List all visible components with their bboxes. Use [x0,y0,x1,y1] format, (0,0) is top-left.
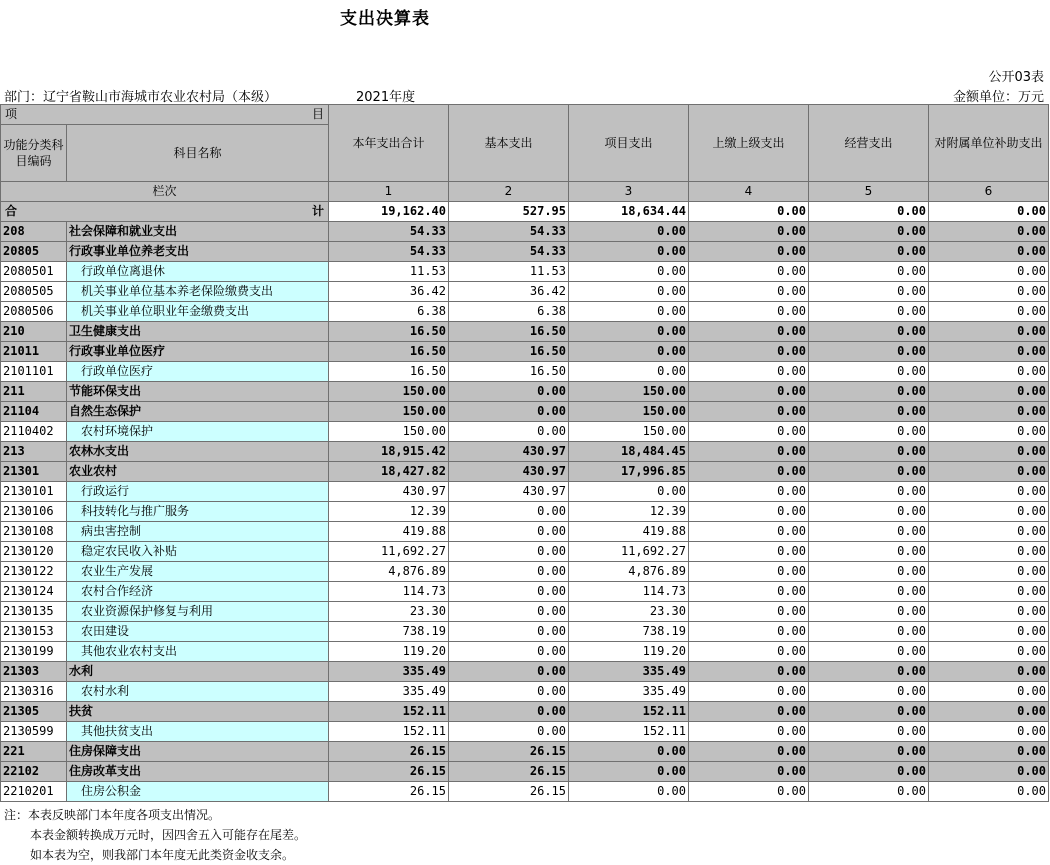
row-name: 农林水支出 [67,442,329,462]
row-value: 26.15 [449,762,569,782]
row-value: 0.00 [929,422,1049,442]
row-value: 0.00 [689,242,809,262]
table-row [1,562,1049,582]
row-value: 0.00 [569,242,689,262]
row-value: 0.00 [809,782,929,802]
row-value: 0.00 [929,282,1049,302]
row-value: 119.20 [569,642,689,662]
row-value: 0.00 [689,282,809,302]
row-value: 0.00 [689,342,809,362]
table-row [1,242,1049,262]
total-value: 19,162.40 [329,202,449,222]
row-value: 0.00 [449,422,569,442]
row-name: 行政单位离退休 [67,262,329,282]
row-value: 0.00 [929,362,1049,382]
row-value: 0.00 [569,262,689,282]
row-value: 152.11 [569,722,689,742]
row-value: 0.00 [809,262,929,282]
code-col-header: 功能分类科目编码 [1,125,67,182]
row-value: 0.00 [689,422,809,442]
row-value: 152.11 [569,702,689,722]
total-row [1,202,1049,222]
row-value: 0.00 [929,302,1049,322]
row-name: 住房公积金 [67,782,329,802]
row-value: 0.00 [929,442,1049,462]
row-value: 335.49 [329,682,449,702]
row-code: 2130108 [1,522,67,542]
row-code: 21104 [1,402,67,422]
row-value: 0.00 [689,402,809,422]
col-header-3: 项目支出 [569,105,689,182]
row-value: 0.00 [809,702,929,722]
row-name: 行政运行 [67,482,329,502]
row-value: 18,915.42 [329,442,449,462]
row-value: 0.00 [929,262,1049,282]
row-value: 0.00 [689,562,809,582]
table-row [1,642,1049,662]
total-label-cell [1,202,329,222]
col-header-1: 本年支出合计 [329,105,449,182]
header-item-right: 目 [311,107,324,121]
row-value: 150.00 [329,382,449,402]
table-row [1,282,1049,302]
table-row [1,422,1049,442]
row-value: 0.00 [689,722,809,742]
row-value: 0.00 [929,582,1049,602]
row-value: 0.00 [569,322,689,342]
row-code: 2130120 [1,542,67,562]
row-value: 0.00 [929,222,1049,242]
row-name: 农业资源保护修复与利用 [67,602,329,622]
row-value: 0.00 [689,362,809,382]
row-value: 0.00 [929,562,1049,582]
col-header-4: 上缴上级支出 [689,105,809,182]
table-row [1,602,1049,622]
table-row [1,722,1049,742]
row-value: 26.15 [329,782,449,802]
row-value: 0.00 [809,422,929,442]
row-value: 0.00 [929,602,1049,622]
table-row [1,402,1049,422]
row-value: 0.00 [809,582,929,602]
row-value: 0.00 [809,242,929,262]
row-value: 26.15 [329,742,449,762]
row-value: 11,692.27 [569,542,689,562]
table-row [1,762,1049,782]
table-row [1,382,1049,402]
row-code: 2130101 [1,482,67,502]
row-value: 152.11 [329,702,449,722]
row-code: 2110402 [1,422,67,442]
row-code: 2080505 [1,282,67,302]
row-value: 0.00 [569,222,689,242]
row-value: 0.00 [689,482,809,502]
row-value: 0.00 [809,322,929,342]
row-value: 0.00 [929,762,1049,782]
row-value: 0.00 [809,662,929,682]
row-value: 0.00 [809,542,929,562]
col-num-4: 4 [689,182,809,202]
row-value: 0.00 [689,602,809,622]
row-value: 0.00 [449,562,569,582]
fiscal-year: 2021年度 [356,90,416,105]
row-value: 18,427.82 [329,462,449,482]
row-value: 11.53 [329,262,449,282]
row-value: 54.33 [449,242,569,262]
row-value: 0.00 [569,482,689,502]
row-name: 农业生产发展 [67,562,329,582]
row-name: 农业农村 [67,462,329,482]
row-code: 2130153 [1,622,67,642]
row-value: 54.33 [449,222,569,242]
page-title: 支出决算表 [340,9,430,29]
total-value: 0.00 [809,202,929,222]
row-value: 419.88 [329,522,449,542]
col-num-1: 1 [329,182,449,202]
row-value: 0.00 [809,602,929,622]
row-value: 0.00 [929,662,1049,682]
row-code: 2080506 [1,302,67,322]
row-value: 150.00 [569,422,689,442]
row-value: 0.00 [929,542,1049,562]
row-value: 0.00 [809,762,929,782]
row-value: 0.00 [689,642,809,662]
row-value: 11.53 [449,262,569,282]
row-value: 335.49 [569,662,689,682]
row-code: 211 [1,382,67,402]
row-value: 0.00 [809,482,929,502]
table-row [1,502,1049,522]
row-value: 0.00 [929,622,1049,642]
row-code: 21011 [1,342,67,362]
row-name: 机关事业单位基本养老保险缴费支出 [67,282,329,302]
row-value: 0.00 [689,462,809,482]
row-name: 行政事业单位养老支出 [67,242,329,262]
row-value: 0.00 [929,642,1049,662]
form-number: 公开03表 [988,70,1044,85]
row-code: 21305 [1,702,67,722]
row-value: 0.00 [689,302,809,322]
row-value: 0.00 [809,222,929,242]
row-name: 住房改革支出 [67,762,329,782]
row-value: 0.00 [449,582,569,602]
row-value: 0.00 [689,222,809,242]
row-value: 335.49 [329,662,449,682]
row-value: 0.00 [449,382,569,402]
table-row [1,442,1049,462]
row-name: 社会保障和就业支出 [67,222,329,242]
footnotes [4,805,306,865]
row-value: 0.00 [449,502,569,522]
row-value: 16.50 [329,362,449,382]
row-name: 病虫害控制 [67,522,329,542]
row-name: 卫生健康支出 [67,322,329,342]
row-value: 6.38 [329,302,449,322]
row-value: 0.00 [809,442,929,462]
row-value: 430.97 [449,462,569,482]
row-value: 16.50 [449,342,569,362]
row-value: 54.33 [329,222,449,242]
row-value: 0.00 [929,702,1049,722]
col-num-6: 6 [929,182,1049,202]
row-value: 430.97 [449,442,569,462]
row-value: 0.00 [689,442,809,462]
row-name: 其他扶贫支出 [67,722,329,742]
row-value: 0.00 [449,542,569,562]
row-value: 23.30 [329,602,449,622]
row-value: 114.73 [569,582,689,602]
row-code: 2130124 [1,582,67,602]
row-name: 节能环保支出 [67,382,329,402]
row-value: 0.00 [929,402,1049,422]
row-value: 0.00 [449,702,569,722]
row-value: 114.73 [329,582,449,602]
row-code: 2210201 [1,782,67,802]
row-value: 0.00 [449,522,569,542]
row-value: 0.00 [809,742,929,762]
row-value: 0.00 [809,722,929,742]
row-value: 0.00 [809,342,929,362]
footnote: 如本表为空，则我部门本年度无此类资金收支余。 [30,848,295,862]
row-value: 738.19 [569,622,689,642]
table-row [1,782,1049,802]
row-name: 农村环境保护 [67,422,329,442]
row-value: 12.39 [329,502,449,522]
department-label: 部门：辽宁省鞍山市海城市农业农村局（本级） [4,90,278,105]
row-value: 11,692.27 [329,542,449,562]
total-label-left: 合 [5,204,18,218]
row-value: 0.00 [449,682,569,702]
col-num-3: 3 [569,182,689,202]
row-value: 0.00 [809,562,929,582]
table-row [1,702,1049,722]
row-value: 0.00 [689,662,809,682]
row-value: 419.88 [569,522,689,542]
row-value: 0.00 [809,382,929,402]
row-value: 119.20 [329,642,449,662]
row-value: 150.00 [569,382,689,402]
row-value: 0.00 [929,322,1049,342]
row-value: 0.00 [809,402,929,422]
row-value: 0.00 [809,502,929,522]
row-name: 行政事业单位医疗 [67,342,329,362]
lanci-label: 栏次 [1,182,329,202]
row-value: 0.00 [929,482,1049,502]
row-value: 150.00 [329,422,449,442]
row-value: 0.00 [929,722,1049,742]
table-row [1,542,1049,562]
row-value: 738.19 [329,622,449,642]
row-value: 0.00 [569,302,689,322]
row-value: 0.00 [449,662,569,682]
row-value: 54.33 [329,242,449,262]
row-name: 行政单位医疗 [67,362,329,382]
total-value: 0.00 [929,202,1049,222]
row-value: 0.00 [449,402,569,422]
row-code: 2130316 [1,682,67,702]
header-item-left: 项 [5,107,18,121]
row-name: 农村合作经济 [67,582,329,602]
row-value: 0.00 [929,382,1049,402]
col-num-5: 5 [809,182,929,202]
row-value: 0.00 [929,782,1049,802]
row-value: 4,876.89 [329,562,449,582]
row-value: 16.50 [449,322,569,342]
row-code: 2130599 [1,722,67,742]
row-value: 150.00 [569,402,689,422]
col-header-5: 经营支出 [809,105,929,182]
row-value: 0.00 [689,502,809,522]
total-value: 18,634.44 [569,202,689,222]
row-value: 0.00 [689,382,809,402]
row-value: 12.39 [569,502,689,522]
row-value: 16.50 [329,322,449,342]
row-code: 221 [1,742,67,762]
table-row [1,462,1049,482]
table-row [1,362,1049,382]
row-value: 16.50 [329,342,449,362]
row-value: 26.15 [329,762,449,782]
row-value: 0.00 [809,622,929,642]
row-code: 208 [1,222,67,242]
row-value: 0.00 [689,782,809,802]
row-value: 0.00 [689,742,809,762]
row-value: 36.42 [449,282,569,302]
row-value: 0.00 [569,742,689,762]
row-value: 0.00 [929,682,1049,702]
row-code: 22102 [1,762,67,782]
row-code: 2130199 [1,642,67,662]
row-value: 0.00 [689,582,809,602]
row-name: 机关事业单位职业年金缴费支出 [67,302,329,322]
row-value: 0.00 [689,702,809,722]
row-code: 2080501 [1,262,67,282]
table-row [1,742,1049,762]
row-value: 0.00 [569,762,689,782]
row-value: 0.00 [689,762,809,782]
row-value: 0.00 [689,542,809,562]
row-value: 6.38 [449,302,569,322]
row-value: 0.00 [569,342,689,362]
table-row [1,262,1049,282]
footnote: 注：本表反映部门本年度各项支出情况。 [4,808,221,822]
row-value: 16.50 [449,362,569,382]
row-value: 0.00 [689,262,809,282]
row-name: 扶贫 [67,702,329,722]
expenditure-table [0,104,1049,802]
row-value: 0.00 [929,242,1049,262]
row-value: 150.00 [329,402,449,422]
row-code: 2130106 [1,502,67,522]
row-value: 26.15 [449,742,569,762]
total-value: 527.95 [449,202,569,222]
row-value: 36.42 [329,282,449,302]
row-value: 0.00 [569,282,689,302]
row-value: 0.00 [809,302,929,322]
table-row [1,582,1049,602]
row-value: 0.00 [809,462,929,482]
row-name: 稳定农民收入补贴 [67,542,329,562]
row-value: 430.97 [449,482,569,502]
row-value: 23.30 [569,602,689,622]
row-value: 0.00 [929,462,1049,482]
table-row [1,322,1049,342]
row-value: 0.00 [809,642,929,662]
row-value: 26.15 [449,782,569,802]
row-value: 335.49 [569,682,689,702]
row-value: 0.00 [689,522,809,542]
col-header-6: 对附属单位补助支出 [929,105,1049,182]
row-code: 210 [1,322,67,342]
footnote: 本表金额转换成万元时，因四舍五入可能存在尾差。 [30,828,307,842]
row-code: 2130122 [1,562,67,582]
table-row [1,222,1049,242]
row-code: 213 [1,442,67,462]
row-value: 17,996.85 [569,462,689,482]
table-row [1,522,1049,542]
amount-unit: 金额单位：万元 [952,90,1044,105]
row-name: 科技转化与推广服务 [67,502,329,522]
row-value: 0.00 [569,362,689,382]
name-col-header: 科目名称 [67,125,329,182]
table-row [1,482,1049,502]
table-row [1,662,1049,682]
row-value: 0.00 [809,522,929,542]
row-value: 0.00 [449,642,569,662]
row-value: 0.00 [449,622,569,642]
row-name: 农田建设 [67,622,329,642]
row-code: 21301 [1,462,67,482]
row-value: 0.00 [689,682,809,702]
table-row [1,682,1049,702]
row-name: 其他农业农村支出 [67,642,329,662]
row-value: 0.00 [569,782,689,802]
row-code: 2130135 [1,602,67,622]
row-code: 20805 [1,242,67,262]
row-code: 21303 [1,662,67,682]
table-row [1,622,1049,642]
row-value: 0.00 [689,622,809,642]
row-value: 18,484.45 [569,442,689,462]
row-value: 0.00 [929,502,1049,522]
table-row [1,302,1049,322]
col-header-2: 基本支出 [449,105,569,182]
row-name: 水利 [67,662,329,682]
row-value: 0.00 [929,742,1049,762]
row-value: 0.00 [689,322,809,342]
total-label-right: 计 [311,204,324,218]
header-item-cell [1,105,329,125]
row-value: 0.00 [449,722,569,742]
row-value: 0.00 [809,682,929,702]
row-value: 0.00 [809,282,929,302]
row-name: 住房保障支出 [67,742,329,762]
row-value: 0.00 [809,362,929,382]
table-row [1,342,1049,362]
row-value: 430.97 [329,482,449,502]
row-name: 自然生态保护 [67,402,329,422]
row-value: 0.00 [449,602,569,622]
row-value: 4,876.89 [569,562,689,582]
row-value: 0.00 [929,342,1049,362]
row-value: 0.00 [929,522,1049,542]
row-code: 2101101 [1,362,67,382]
row-name: 农村水利 [67,682,329,702]
total-value: 0.00 [689,202,809,222]
col-num-2: 2 [449,182,569,202]
row-value: 152.11 [329,722,449,742]
